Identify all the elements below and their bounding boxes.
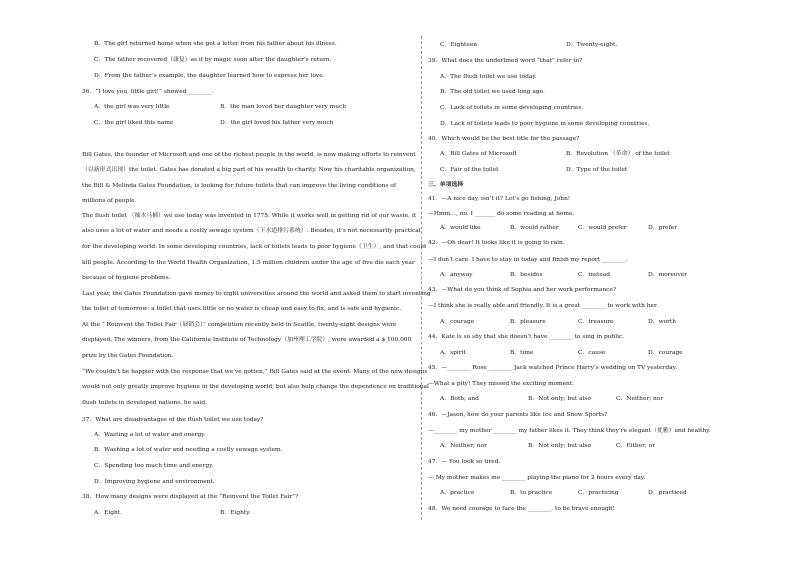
q47-option-d: D．practiced: [648, 490, 687, 496]
q37-option-d: D．Improving hygiene and environment.: [94, 479, 215, 485]
q38-stem: 38．How many designs were displayed at the “Reinvent the Toilet Fair”?: [82, 494, 299, 500]
q43-option-b: B．pleasure: [510, 319, 546, 325]
q37-stem: 37．What are disadvantages of the flush toilet we use today?: [82, 417, 264, 423]
q40-option-d: D．Type of the toilet: [566, 167, 628, 173]
q41-option-d: D．prefer: [648, 225, 678, 231]
q44-stem: 44．Kate is so shy that she doesn’t have ________ to sing in public.: [428, 334, 625, 340]
q39-option-d: D．Lack of toilets leads to poor hygiene in some developing countries.: [440, 121, 650, 127]
q43-stem: 43．—What do you think of Sophia and her work performance?: [428, 287, 616, 293]
q43-option-a: A．courage: [440, 319, 475, 325]
q36-stem: 36．“I love you, little girl!” showed ________.: [82, 89, 214, 95]
q41-option-b: B．would rather: [510, 225, 559, 231]
q38-option-a: A．Eight.: [94, 510, 122, 516]
q40-stem: 40．Which would be the best title for the passage?: [428, 136, 580, 142]
q39-option-b: B．The old toilet we used long ago.: [440, 89, 545, 95]
q41-stem: 41．—A nice day, isn’t it? Let’s go fishing, John!: [428, 196, 571, 202]
q46-line-2: —________ my mother ________ my father likes it. They think they’re elegant（优雅）and healthy.: [428, 428, 711, 434]
q38-option-c: C．Eighteen.: [440, 42, 479, 48]
passage-line: The flush toilet （抽水马桶）we use today was invented in 1775. While it works well in getting rid of our waste, it: [82, 213, 417, 219]
q46-option-a: A．Neither; nor: [440, 443, 487, 449]
q40-option-a: A．Bill Gates of Microsoft: [440, 151, 517, 157]
passage-line: would not only greatly improve hygiene in the developing world, but also help change the dependence on traditional: [82, 384, 429, 390]
q44-option-a: A．spirit: [440, 350, 466, 356]
passage-line: the toilet of tomorrow: a toilet that uses little or no water is cheap and easy to fix, and is safe and hygienic.: [82, 306, 402, 312]
passage-line: Bill Gates, the founder of Microsoft and one of the richest people in the world, is now making efforts to reinvent: [82, 152, 416, 158]
q47-option-c: C．practicing: [578, 490, 619, 496]
q41-option-c: C．would prefer: [578, 225, 627, 231]
passage-line: “We couldn’t be happier with the response that we’ve gotten,” Bill Gates said at the event. Many of the new designs: [82, 369, 428, 375]
q47-line-2: — My mother makes me ________ playing the piano for 2 hours every day.: [428, 475, 646, 481]
q39-option-c: C．Lack of toilets in some developing countries.: [440, 105, 584, 111]
q41-line-2: —Hmm…, no. I _______ do some reading at home.: [428, 211, 575, 217]
q37-option-c: C．Spending too much time and energy.: [94, 463, 214, 469]
q38-option-b: B．Eighty.: [220, 510, 251, 516]
passage-line: （以新形式出现）the toilet. Gates has donated a big part of his wealth to charity. Now his charitable organization,: [82, 167, 416, 173]
q47-option-a: A．practice: [440, 490, 475, 496]
passage-line: Last year, the Gates Foundation gave money to eight universities around the world and asked them to start inventing: [82, 291, 431, 297]
q46-option-c: C．Either; or: [616, 443, 656, 449]
q47-stem: 47．— You look so tired.: [428, 459, 501, 465]
q45-stem: 45．—________ Rose ________ Jack watched Prince Harry’s wedding on TV yesterday.: [428, 365, 678, 371]
passage-line: kill people. According to the World Health Organization, 1.5 million children under the age of five die each year: [82, 260, 415, 266]
q45-line-2: —What a pity! They missed the exciting moment.: [428, 381, 575, 387]
q35-option-b: B．The girl returned home when she got a letter from his father about his illness.: [94, 41, 337, 47]
q48-stem: 48．We need courage to face the ________, to be brave enough!: [428, 506, 615, 512]
q43-option-d: D．worth: [648, 319, 677, 325]
passage-line: millions of people.: [82, 198, 137, 204]
q43-line-2: —I think she is really able and friendly. It is a great ________ to work with her.: [428, 303, 658, 309]
passage-line: the Bill & Melinda Gates Foundation, is looking for future toilets that can improve the living conditions of: [82, 183, 396, 189]
passage-line: At the “ Reinvent the Toilet Fair（展销会）” competition recently held in Seattle, twenty-eight designs were: [82, 322, 397, 328]
q45-option-a: A．Both; and: [440, 396, 479, 402]
section-heading: 三、单项选择: [428, 181, 464, 188]
q42-line-2: —I don’t care. I have to stay in today and finish my report ________.: [428, 257, 628, 263]
q46-option-b: B．Not only; but also: [528, 443, 591, 449]
q42-option-d: D．moreover: [648, 272, 688, 278]
passage-line: prize by the Gates Foundation.: [82, 353, 174, 359]
q38-option-d: D．Twenty-eight.: [566, 42, 618, 48]
q45-option-c: C．Neither; nor: [616, 396, 664, 402]
column-divider: [421, 36, 422, 520]
q42-option-c: C．instead: [578, 272, 611, 278]
passage-line: for the developing world. In some developing countries, lack of toilets leads to poor hygiene（卫生）, and that could: [82, 244, 426, 250]
q41-option-a: A．would like: [440, 225, 481, 231]
q36-option-a: A．the girl was very little: [94, 104, 170, 110]
q45-option-b: B．Not only; but also: [528, 396, 591, 402]
passage-line: displayed. The winners, from the California Institute of Technology（加州理工学院）, were awarded a $ 100,000: [82, 337, 412, 343]
q40-option-b: B．Revolution （革命） of the toilet: [566, 151, 670, 157]
q42-option-a: A．anyway: [440, 272, 473, 278]
q36-option-c: C．the girl liked this name: [94, 120, 174, 126]
q39-option-a: A．The flush toilet we use today.: [440, 74, 537, 80]
q37-option-b: B．Washing a lot of water and needing a costly sewage system.: [94, 447, 283, 453]
q44-option-c: C．cause: [578, 350, 606, 356]
q44-option-b: B．time: [510, 350, 534, 356]
passage-line: also uses a lot of water and needs a costly sewage system（下水道排污系统）. Besides, it’s not necessarily practical: [82, 228, 421, 234]
q42-option-b: B．besides: [510, 272, 543, 278]
q47-option-b: B．to practice: [510, 490, 553, 496]
q36-option-b: B．the man loved her daughter very much: [220, 104, 347, 110]
q43-option-c: C．treasure: [578, 319, 614, 325]
q39-stem: 39．What does the underlined word “that” refer to?: [428, 58, 583, 64]
q35-option-c: C．The father recovered（康复）as if by magic soon after the daughter’s return.: [94, 57, 332, 63]
q35-option-d: D．From the father’s example, the daughter learned how to express her love.: [94, 73, 325, 79]
q46-stem: 46．—Jason, how do your parents like Ice and Snow Sports?: [428, 412, 608, 418]
q36-option-d: D．the girl loved his father very much: [220, 120, 334, 126]
passage-line: because of hygiene problems.: [82, 275, 171, 281]
passage-line: flush toilets in developed nations, he said.: [82, 400, 207, 406]
q44-option-d: D．courage: [648, 350, 683, 356]
q37-option-a: A．Wasting a lot of water and energy.: [94, 432, 206, 438]
q40-option-c: C．Fair of the toilet: [440, 167, 499, 173]
q42-stem: 42．—Oh dear! It looks like it is going to rain.: [428, 240, 565, 246]
